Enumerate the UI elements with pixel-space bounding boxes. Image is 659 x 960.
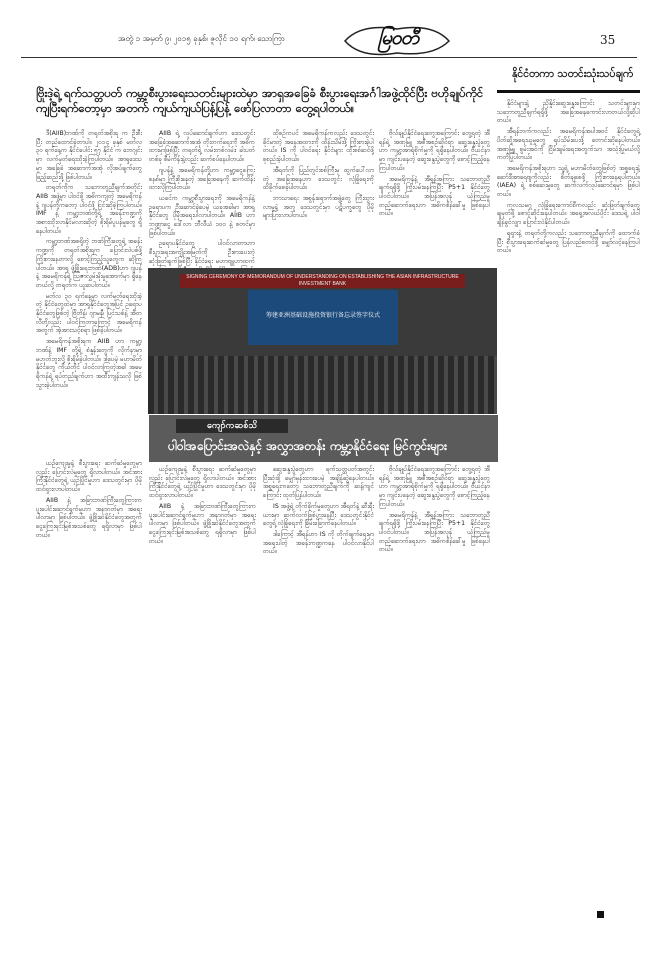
article-paragraph: အီရတ်ကို ပြည်တွင်းစစ်ကြီးမှ ထွက်ပေါ်လာတဲ့ အခြေအနေဟာ ဒေသတွင်း လုံခြုံရေးကို ထိခိုက်စေခဲ့ပါတယ်။ <box>263 166 374 192</box>
article-paragraph: အမေရိကန်နဲ့ အီရန်အကြား သဘောတူညီချက်ရရှိဖို့ ကြိုးပမ်းနေကြပြီး P5+1 နိုင်ငံတွေ ပါဝင်ပါတယ်။ အပြန်အလှန် ယုံကြည်မှု တည်ဆောက်ရေးဟာ အဓိကစိန်ခေါ်မှု ဖြစ်နေပါတယ်။ <box>379 511 490 554</box>
audience-rows <box>148 356 497 414</box>
article-paragraph: အီရန်ဘက်ကလည်း အမေရိကန်အပါအဝင် နိုင်ငံတွေရဲ့ ပိတ်ဆို့အရေးယူမှုတွေ ရုပ်သိမ်းပေးဖို့ တောင်းဆိုနေပါတယ်။ အဏုမြူ စွမ်းအင်ကို ငြိမ်းချမ်းရေးအတွက်သာ အသုံးပြုမယ်လို့ ကတိပြုပါတယ်။ <box>497 128 640 162</box>
article-column-far-right <box>497 100 640 905</box>
article-paragraph: ဂျပန်နဲ့ အမေရိကန်တို့ဟာ ကမ္ဘာ့ငွေကြေးစနစ်မှာ ကြီးစိုးနေတဲ့ အခြေအနေကို ဆက်ထိန်းထားလိုကြပါတယ်။ <box>149 166 255 192</box>
article-paragraph: AIIB နဲ့ အခြားဘဏ်ကြီးတွေကြားက ပူးပေါင်းဆောင်ရွက်မှုဟာ အနာဂတ်မှာ အရေးပါလာမှာ ဖြစ်ပါတယ်။ ဖွံ့ဖြိုးဆဲနိုင်ငံတွေအတွက် ငွေကြေးရင်းမြစ်အသစ်တွေ ရရှိလာမှာ ဖြစ်ပါတယ်။ <box>149 502 256 545</box>
article-paragraph: ဒီ(AIIB)ဘဏ်ကို တရုတ်အစိုးရ က ဦးစီးပြီး တည်ထောင်ခဲ့တာပါ။ ၂၀၁၄ ခုနှစ် မတ်လ ၃၀ ရက်နေ့က နိုင်ငံပေါင်း ၅၇ နိုင်ငံ က ဘေဂျင်းမှာ လက်မှတ်ရေးထိုးခဲ့ကြပါတယ်။ အာရှဒေသမှာ အခြေခံ အဆောက်အအုံ လိုအပ်ချက်တွေ ဖြည့်ဆည်းဖို့ ဖြစ်ပါတယ်။ <box>36 130 142 181</box>
banner-chinese-panel <box>248 290 398 345</box>
article-column-right <box>379 130 490 262</box>
article-paragraph: ယဉ်ကျေးမှုနဲ့ စီးပွားရေး ဆက်ဆံမှုတွေမှာလည်း ပြောင်းလဲမှုတွေ ရှိလာပါတယ်။ အင်အားကြီးနိုင်ငံတွေရဲ့ ယှဉ်ပြိုင်မှုဟာ ဒေသတွင်းမှာ ပိုမိုထင်ရှားလာပါတယ်။ <box>149 466 256 500</box>
section-label: နိုင်ငံတကာ သတင်းသုံးသပ်ချက် <box>512 68 634 80</box>
article-paragraph: ဆွေးနွေးပွဲတွေဟာ ရက်သတ္တပတ်အတွင်း ပြီးဆုံးဖို့ မျှော်မှန်းထားပေမဲ့ အချိန်ဆွဲနေပါတယ်။ အစ္စရေးကတော့ သဘောတူညီချက်ကို ဆန့်ကျင်ကြောင်း ထုတ်ပြန်ပါတယ်။ <box>263 466 374 500</box>
article-end-mark <box>597 911 604 918</box>
article-paragraph: ယခင်က ကမ္ဘာ့စီးပွားရေးကို အမေရိကန်နဲ့ ဥရောပက ဦးဆောင်ခဲ့ပေမဲ့ ယခုအခါမှာ အာရှနိုင်ငံတွေ ပိုမိုအရေးပါလာပါတယ်။ AIIB ဟာ ဘဏ္ဍာငွေ ဒေါ်လာ ဘီလီယံ ၁၀၀ နဲ့ စတင်မှာဖြစ်ပါတယ်။ <box>149 194 255 237</box>
section-rule <box>497 90 640 93</box>
banner-chinese: 筹建亚洲基础设施投资银行备忘录签字仪式 <box>265 312 380 319</box>
header-rule <box>21 57 637 58</box>
article-paragraph: ကမ္ဘာ့ဘဏ်အစရှိတဲ့ ဘဏ်ကြီးတွေရဲ့ အခန်းကဏ္ဍကို တရုတ်အစိုးရက ပြောင်းလဲပစ်ဖို့ ကြိုးစားနေတာလို့ စောင့်ကြည့်သူတွေက ဆိုကြပါတယ်။ အာရှ ဖွံ့ဖြိုးရေးဘဏ်(ADB)ဟာ ဂျပန်နဲ့ အမေရိကန်ရဲ့ ဩဇာလွှမ်းမိုးမှုအောက်မှာ ရှိနေတယ်လို့ တရုတ်က ယူဆပါတယ်။ <box>36 238 142 289</box>
banner-english: SIGNING CEREMONY OF MEMORANDUM OF UNDERSTANDING ON ESTABLISHING THE ASIAN INFRASTRUCTURE INVESTMENT BANK <box>186 274 459 287</box>
article-paragraph: ကုလသမဂ္ဂ လုံခြုံရေးကောင်စီကလည်း ဆုံးဖြတ်ချက်တွေ ချမှတ်ဖို့ စောင့်ဆိုင်းနေပါတယ်။ အရှေ့အလယ်ပိုင်း ဒေသရဲ့ ပါဝါချိန်ခွင်လျှာ ပြောင်းလဲနိုင်ပါတယ်။ <box>497 201 640 227</box>
article-column-bottom-mid <box>263 466 374 916</box>
article-paragraph: ယဉ်ကျေးမှုနဲ့ စီးပွားရေး ဆက်ဆံမှုတွေမှာလည်း ပြောင်းလဲမှုတွေ ရှိလာပါတယ်။ အင်အားကြီးနိုင်ငံတွေရဲ့ ယှဉ်ပြိုင်မှုဟာ ဒေသတွင်းမှာ ပိုမိုထင်ရှားလာပါတယ်။ <box>36 460 142 494</box>
article-paragraph: အမေရိကန်နဲ့ အီရန်အကြား သဘောတူညီချက်ရရှိဖို့ ကြိုးပမ်းနေကြပြီး P5+1 နိုင်ငံတွေ ပါဝင်ပါတယ်။ အပြန်အလှန် ယုံကြည်မှု တည်ဆောက်ရေးဟာ အဓိကစိန်ခေါ်မှု ဖြစ်နေပါတယ်။ <box>379 175 490 218</box>
subarticle-byline-tag: ကျော်ကဆစ်သိ <box>176 419 288 433</box>
article-paragraph: ဘာသာရေး အစွန်းရောက်အဖွဲ့တွေ ကြီးထွားလာမှုနဲ့ အတူ ဒေသတွင်းမှာ ပဋိပက္ခတွေ ပိုမိုများပြားလာပါတယ်။ <box>263 194 374 220</box>
subarticle-headline: ပါဝါအပြောင်းအလဲနှင့် အလွှာအတန်း ကမ္ဘာ့နိုင်ငံရေး မြင်ကွင်းများ <box>168 439 448 453</box>
article-paragraph: အမေရိကန်အစိုးရက AIIB ဟာ ကမ္ဘာ့ဘဏ်နဲ့ IMF တို့ရဲ့ စံနှုန်းတွေကို လိုက်နာမှာ မဟုတ်ဘူးလို့ စိုးရိမ်ခဲ့ပါတယ်။ ဒါပေမဲ့ မဟာမိတ်နိုင်ငံတွေ ကိုယ်တိုင် ပါဝင်လာကြတဲ့အခါ အမေရိကန်ရဲ့ ရပ်တည်ချက်ဟာ အထီးကျန်သလို ဖြစ်သွားခဲ့ပါတယ်။ <box>36 338 142 389</box>
article-column-left-lower <box>36 460 142 916</box>
article-column-mid <box>149 130 255 265</box>
article-column-inner <box>263 130 374 262</box>
masthead-logo: မြဝတီ <box>377 27 419 49</box>
ceremony-banner <box>180 274 465 288</box>
article-headline: ဗြိုးဒဲ့ရဲ့ ရက်သတ္တပတ် ကမ္ဘာ့စီးပွားရေးသတင်းများထဲမှာ အာရှအခြေခံ စီးပွားရေးအင်္ဂါအဖွဲ့ထိုင်ပြီး ဗဟိုချုပ်ကိုင်ကျပြီးရက်တော့မှာ အတက် ကျယ်ကျယ်ပြန့်ပြန့် ဖော်ပြလာတာ တွေ့ရပါတယ်။ <box>36 86 484 115</box>
article-column-left <box>36 130 142 456</box>
signing-ceremony-photo <box>148 268 497 414</box>
article-paragraph: ဗိုလ်ချုပ်နိုင်ငံရေးတွေအကြောင်း တွေ့ရတဲ့ အီရန်ရဲ့ အဏုမြူ အစီအစဉ်ဆိုင်ရာ ဆွေးနွေးပွဲတွေဟာ ကမ္ဘာ့အာရုံစိုက်မှုကို ရရှိနေပါတယ်။ ဗီယင်နာမှာ ကျင်းပနေတဲ့ ဆွေးနွေးပွဲတွေကို စောင့်ကြည့်နေကြပါတယ်။ <box>379 130 490 172</box>
issue-line: အတွဲ ၁ အမှတ် ၉၊ ၂၀၁၅ ခုနှစ်၊ ဇူလိုင် ၁၀ ရက်၊ သောကြာ <box>118 34 285 43</box>
article-paragraph: IS အဖွဲ့ရဲ့ တိုက်ခိုက်မှုတွေဟာ အီရတ်နဲ့ ဆီးရီးယားမှာ ဆက်လက်ဖြစ်ပွားနေပြီး ဒေသတွင်းနိုင်ငံတွေရဲ့ လုံခြုံရေးကို ခြိမ်းခြောက်နေပါတယ်။ <box>263 502 374 528</box>
article-paragraph: ထိုစဉ်ကပင် အမေရိကန်ကလည်း ဒေသတွင်း ခိုင်မာတဲ့ အနေအထားကို ထိန်းသိမ်းဖို့ ကြိုးစားခဲ့ပါတယ်။ IS ကို ပါဝင်ရေး နိုင်ငံများ ထိုးစစ်ဆင်ဖို့ စုစည်းခဲ့ပါတယ်။ <box>263 130 374 164</box>
article-paragraph: ဒါကြောင့် အီရန်ဟာ IS ကို တိုက်ဖျက်ရေးမှာ အရေးပါတဲ့ အခန်းကဏ္ဍကနေ ပါဝင်လာနိုင်ပါတယ်။ <box>263 530 374 556</box>
article-paragraph: ဗိုလ်ချုပ်နိုင်ငံရေးတွေအကြောင်း တွေ့ရတဲ့ အီရန်ရဲ့ အဏုမြူ အစီအစဉ်ဆိုင်ရာ ဆွေးနွေးပွဲတွေဟာ ကမ္ဘာ့အာရုံစိုက်မှုကို ရရှိနေပါတယ်။ ဗီယင်နာမှာ ကျင်းပနေတဲ့ ဆွေးနွေးပွဲတွေကို စောင့်ကြည့်နေကြပါတယ်။ <box>379 466 490 508</box>
article-paragraph: နိုင်ငံများနဲ့ ညှိနှိုင်းဆွေးနွေးကြောင်း သတင်းများမှာ သဘောတူညီချက်ရရှိဖို့ အခြေအနေကောင်းလာတယ်လို့ဆိုပါတယ်။ <box>497 100 640 125</box>
article-paragraph: AIIB နဲ့ အခြားဘဏ်ကြီးတွေကြားက ပူးပေါင်းဆောင်ရွက်မှုဟာ အနာဂတ်မှာ အရေးပါလာမှာ ဖြစ်ပါတယ်။ ဖွံ့ဖြိုးဆဲနိုင်ငံတွေအတွက် ငွေကြေးရင်းမြစ်အသစ်တွေ ရရှိလာမှာ ဖြစ်ပါတယ်။ <box>36 496 142 539</box>
article-column-bottom-right <box>379 466 490 916</box>
article-paragraph: ရုရှားနဲ့ တရုတ်တို့ကလည်း သဘောတူညီချက်ကို ထောက်ခံပြီး စီးပွားရေးဆက်ဆံမှုတွေ ပြန်လည်စတင်ဖို့ မျှော်လင့်နေကြပါတယ်။ <box>497 229 640 255</box>
article-paragraph: ဥရောပနိုင်ငံတွေ ပါဝင်လာတာဟာ စီးပွားရေးအကျိုးအမြတ်ကို ဦးစားပေးတဲ့ ဆုံးဖြတ်ချက်ဖြစ်ပြီး နိုင်ငံရေး မဟာဗျူဟာထက် <box>149 240 255 265</box>
article-column-bottom-left <box>149 466 256 916</box>
article-paragraph: AIIB ရဲ့ လုပ်ဆောင်ချက်ဟာ ဒေသတွင်း အခြေခံအဆောက်အအုံ တိုးတက်ရေးကို အဓိကထားမှာဖြစ်ပြီး တရုတ်ရဲ့ လမ်းတစ်လမ်း၊ ခါးပတ်တစ်ခု စီမံကိန်းနဲ့လည်း ဆက်စပ်နေပါတယ်။ <box>149 130 255 164</box>
article-paragraph: မတ်လ ၃၀ ရက်နေ့မှာ လက်မှတ်ရေးထိုးခဲ့တဲ့ နိုင်ငံတွေထဲမှာ အာရှနိုင်ငံတွေအပြင် ဥရောပ နိုင်ငံတွေဖြစ်တဲ့ ဗြိတိန်၊ ဂျာမနီ၊ ပြင်သစ်နဲ့ အီတလီတို့လည်း ပါဝင်ကြတာကြောင့် အမေရိကန် အတွက် အံ့အားသင့်စရာ ဖြစ်ခဲ့ပါတယ်။ <box>36 292 142 335</box>
article-paragraph: အမေရိကန်အစိုးရဟာ သူ့ရဲ့ မဟာမိတ်တွေဖြစ်တဲ့ အစ္စရေးနဲ့ ဆော်ဒီအာရေဗျကိုလည်း စိတ်ချစေဖို့ ကြိုးစားနေရပါတယ်။ (IAEA) ရဲ့ စစ်ဆေးမှုတွေ ဆက်လက်လုပ်ဆောင်ရမှာ ဖြစ်ပါတယ်။ <box>497 164 640 199</box>
article-paragraph: တရုတ်ကိုက သဘောတူညီချက်အတိုင်း AIIB အဖွဲ့မှာ ပါဝင်ဖို့ အဓိကကျတဲ့ အမေရိကန်နဲ့ ဂျပန်တို့ကတော့ ပါဝင်ဖို့ ငြင်းဆိုခဲ့ကြပါတယ်။ IMF နဲ့ ကမ္ဘာ့ဘဏ်တို့ရဲ့ အခန်းကဏ္ဍကို အစားထိုးလာနိုင်မလားဆိုတဲ့ စိုးရိမ်ပူပန်မှုတွေ ရှိနေပါတယ်။ <box>36 184 142 235</box>
page-number: 35 <box>600 33 616 47</box>
